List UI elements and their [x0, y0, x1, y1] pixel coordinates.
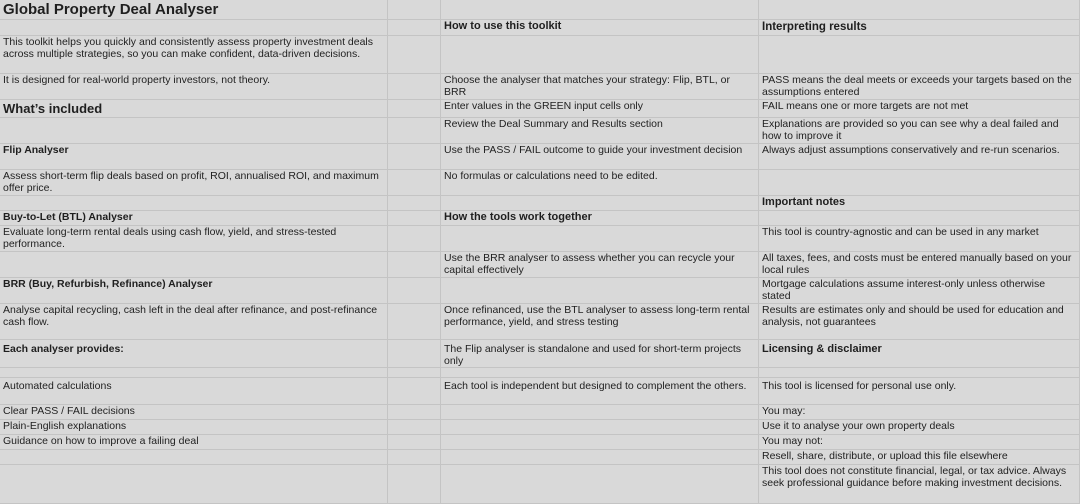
grid-cell[interactable]: [388, 420, 441, 435]
grid-cell[interactable]: [388, 405, 441, 420]
grid-cell[interactable]: [388, 465, 441, 504]
grid-cell[interactable]: [759, 170, 1080, 196]
section-heading[interactable]: What’s included: [0, 100, 388, 118]
grid-cell[interactable]: [441, 278, 759, 304]
tools-together-item[interactable]: Each tool is independent but designed to complement the others.: [441, 378, 759, 405]
grid-cell[interactable]: [441, 450, 759, 465]
grid-cell[interactable]: [759, 0, 1080, 20]
how-to-use-step[interactable]: Use the PASS / FAIL outcome to guide your investment decision: [441, 144, 759, 170]
grid-cell[interactable]: [0, 20, 388, 36]
provides-heading[interactable]: Each analyser provides:: [0, 340, 388, 368]
notes-item[interactable]: Mortgage calculations assume interest-only unless otherwise stated: [759, 278, 1080, 304]
grid-cell[interactable]: [759, 368, 1080, 378]
grid-cell[interactable]: [441, 435, 759, 450]
grid-cell[interactable]: [388, 211, 441, 226]
tools-together-item[interactable]: The Flip analyser is standalone and used for short-term projects only: [441, 340, 759, 368]
grid-cell[interactable]: [759, 36, 1080, 74]
grid-cell[interactable]: [388, 304, 441, 340]
provides-item[interactable]: Guidance on how to improve a failing deal: [0, 435, 388, 450]
grid-cell[interactable]: [441, 368, 759, 378]
licensing-item[interactable]: You may not:: [759, 435, 1080, 450]
grid-cell[interactable]: [441, 420, 759, 435]
provides-item[interactable]: Clear PASS / FAIL decisions: [0, 405, 388, 420]
interpreting-item[interactable]: FAIL means one or more targets are not met: [759, 100, 1080, 118]
grid-cell[interactable]: [0, 118, 388, 144]
grid-cell[interactable]: [441, 196, 759, 211]
notes-heading[interactable]: Important notes: [759, 196, 1080, 211]
disclaimer-text[interactable]: This tool does not constitute financial, legal, or tax advice. Always seek professional guidance before making investment decisions.: [759, 465, 1080, 504]
grid-cell[interactable]: [441, 36, 759, 74]
btl-description[interactable]: Evaluate long-term rental deals using cash flow, yield, and stress-tested performance.: [0, 226, 388, 252]
grid-cell[interactable]: [0, 368, 388, 378]
grid-cell[interactable]: [0, 252, 388, 278]
grid-cell[interactable]: [388, 196, 441, 211]
grid-cell[interactable]: [388, 74, 441, 100]
how-to-use-step[interactable]: Review the Deal Summary and Results section: [441, 118, 759, 144]
brr-heading[interactable]: BRR (Buy, Refurbish, Refinance) Analyser: [0, 278, 388, 304]
tools-together-item[interactable]: Once refinanced, use the BTL analyser to assess long-term rental performance, yield, and stress testing: [441, 304, 759, 340]
provides-item[interactable]: Automated calculations: [0, 378, 388, 405]
grid-cell[interactable]: [388, 226, 441, 252]
grid-cell[interactable]: [0, 450, 388, 465]
flip-heading[interactable]: Flip Analyser: [0, 144, 388, 170]
licensing-heading[interactable]: Licensing & disclaimer: [759, 340, 1080, 368]
how-to-use-step[interactable]: Choose the analyser that matches your strategy: Flip, BTL, or BRR: [441, 74, 759, 100]
brr-description[interactable]: Analyse capital recycling, cash left in the deal after refinance, and post-refinance cash flow.: [0, 304, 388, 340]
licensing-item[interactable]: You may:: [759, 405, 1080, 420]
tools-together-heading[interactable]: How the tools work together: [441, 211, 759, 226]
grid-cell[interactable]: [388, 368, 441, 378]
grid-cell[interactable]: [388, 435, 441, 450]
grid-cell[interactable]: [388, 170, 441, 196]
how-to-use-heading[interactable]: How to use this toolkit: [441, 20, 759, 36]
interpreting-heading[interactable]: Interpreting results: [759, 20, 1080, 36]
grid-cell[interactable]: [388, 0, 441, 20]
grid-cell[interactable]: [388, 118, 441, 144]
notes-item[interactable]: Results are estimates only and should be used for education and analysis, not guarantees: [759, 304, 1080, 340]
intro-text[interactable]: This toolkit helps you quickly and consistently assess property investment deals across multiple strategies, so you can make confident, data-driven decisions.: [0, 36, 388, 74]
grid-cell[interactable]: [0, 196, 388, 211]
grid-cell[interactable]: [388, 278, 441, 304]
how-to-use-step[interactable]: Enter values in the GREEN input cells only: [441, 100, 759, 118]
grid-cell[interactable]: [441, 405, 759, 420]
grid-cell[interactable]: [388, 378, 441, 405]
notes-item[interactable]: All taxes, fees, and costs must be entered manually based on your local rules: [759, 252, 1080, 278]
notes-item[interactable]: This tool is country-agnostic and can be used in any market: [759, 226, 1080, 252]
grid-cell[interactable]: [0, 465, 388, 504]
grid-cell[interactable]: [388, 144, 441, 170]
intro-text[interactable]: It is designed for real-world property investors, not theory.: [0, 74, 388, 100]
how-to-use-step[interactable]: No formulas or calculations need to be edited.: [441, 170, 759, 196]
provides-item[interactable]: Plain-English explanations: [0, 420, 388, 435]
grid-cell[interactable]: [441, 226, 759, 252]
btl-heading[interactable]: Buy-to-Let (BTL) Analyser: [0, 211, 388, 226]
grid-cell[interactable]: [388, 340, 441, 368]
grid-cell[interactable]: [388, 450, 441, 465]
flip-description[interactable]: Assess short-term flip deals based on profit, ROI, annualised ROI, and maximum offer price.: [0, 170, 388, 196]
grid-cell[interactable]: [759, 211, 1080, 226]
interpreting-item[interactable]: Always adjust assumptions conservatively and re-run scenarios.: [759, 144, 1080, 170]
interpreting-item[interactable]: Explanations are provided so you can see why a deal failed and how to improve it: [759, 118, 1080, 144]
licensing-item[interactable]: This tool is licensed for personal use only.: [759, 378, 1080, 405]
grid-cell[interactable]: [441, 0, 759, 20]
grid-cell[interactable]: [441, 465, 759, 504]
grid-cell[interactable]: [388, 100, 441, 118]
tools-together-item[interactable]: Use the BRR analyser to assess whether you can recycle your capital effectively: [441, 252, 759, 278]
interpreting-item[interactable]: PASS means the deal meets or exceeds your targets based on the assumptions entered: [759, 74, 1080, 100]
grid-cell[interactable]: [388, 20, 441, 36]
grid-cell[interactable]: [388, 252, 441, 278]
licensing-item[interactable]: Use it to analyse your own property deals: [759, 420, 1080, 435]
licensing-item[interactable]: Resell, share, distribute, or upload this file elsewhere: [759, 450, 1080, 465]
grid-cell[interactable]: [388, 36, 441, 74]
page-title[interactable]: Global Property Deal Analyser: [0, 0, 388, 20]
